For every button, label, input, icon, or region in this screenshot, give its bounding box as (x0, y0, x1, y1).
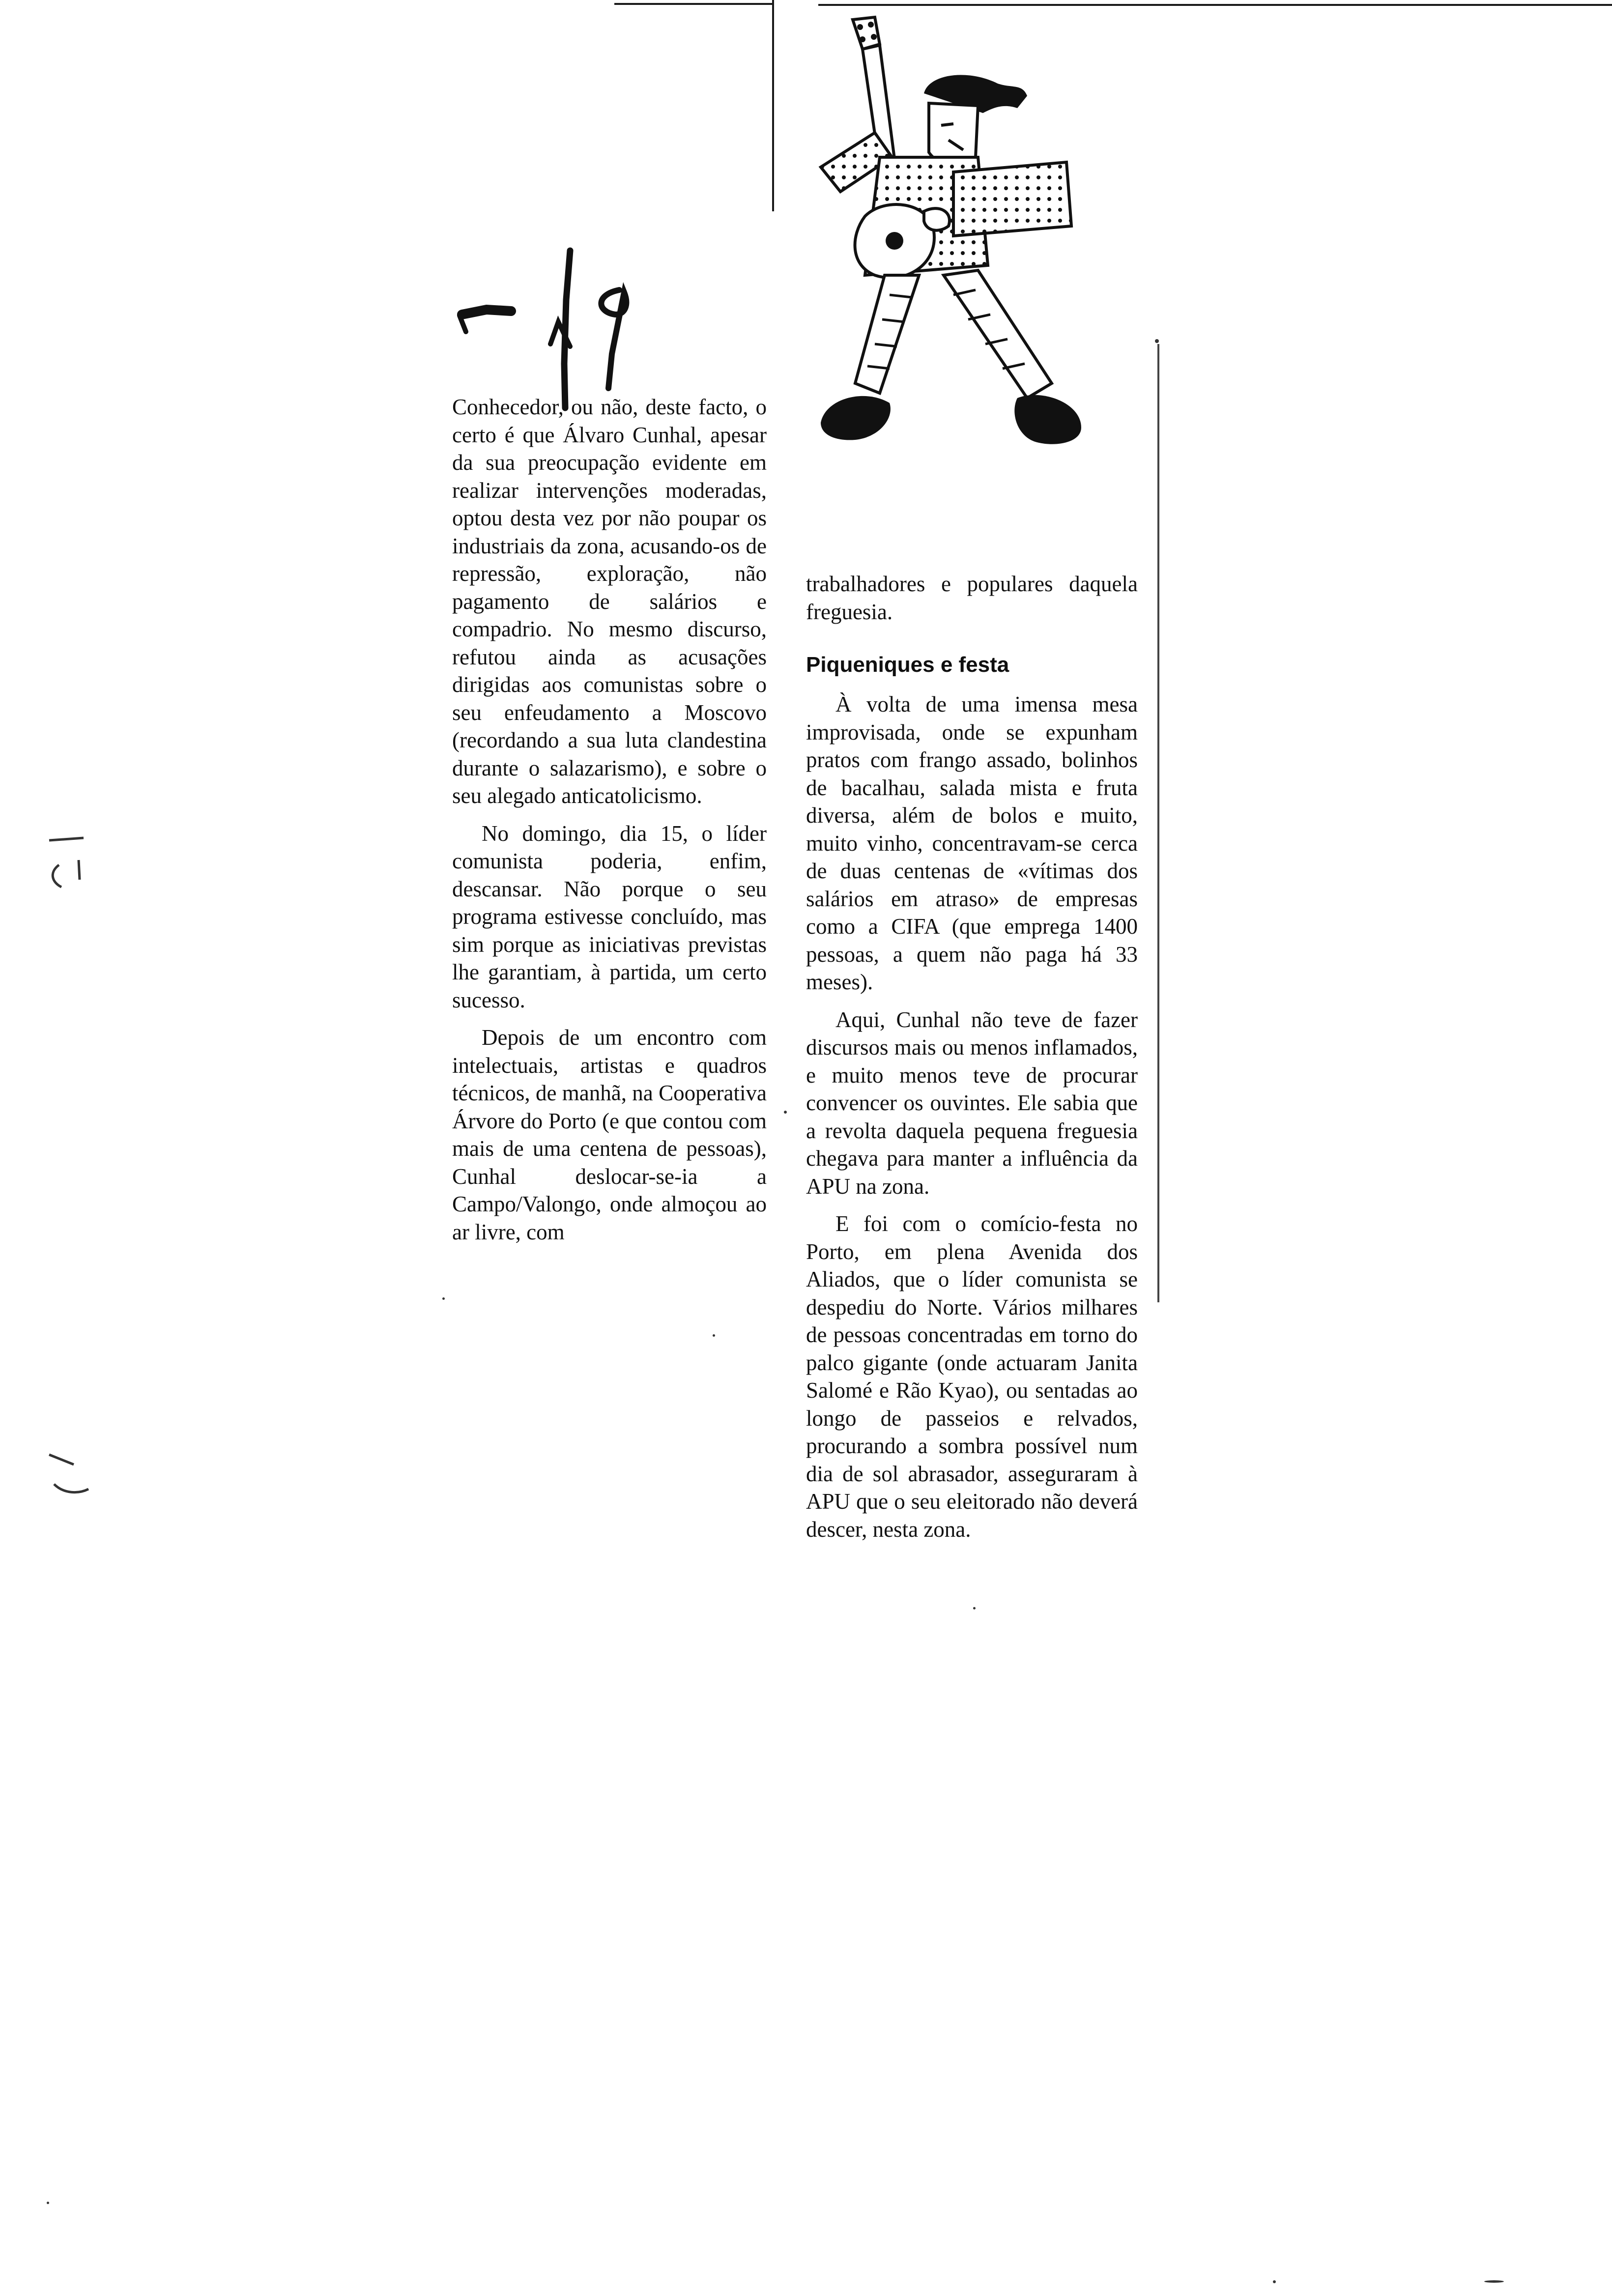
handwritten-page-number (452, 241, 649, 413)
scan-speck (442, 1297, 445, 1300)
paragraph: Depois de um encontro com intelectuais, artistas e quadros técnicos, de manhã, na Cooperativa Árvore do Porto (e que contou com mais de uma centena de pessoas), Cunhal deslocar-se-ia a Campo/Valongo, onde almoçou ao ar livre, com (452, 1025, 767, 1244)
article-column-left (452, 393, 767, 1246)
paragraph: Conhecedor, ou não, deste facto, o certo é que Álvaro Cunhal, apesar da sua preocupação evidente em realizar intervenções moderadas, optou desta vez por não poupar os industriais da zona, acusando-os de repressão, exploração, não pagamento de salários e compadrio. No mesmo discurso, refutou ainda as acusações dirigidas aos comunistas sobre o seu enfeudamento a Moscovo (recordando a sua luta clandestina durante o salazarismo), e sobre o seu alegado anticatolicismo. (452, 395, 767, 808)
binding-mark (39, 1445, 98, 1514)
scan-speck (1273, 2280, 1276, 2283)
scan-speck (973, 1607, 976, 1609)
binding-mark (39, 831, 98, 899)
paragraph: E foi com o comício-festa no Porto, em plena Avenida dos Aliados, que o líder comunista se despediu do Norte. Vários milhares de pessoas concentradas em torno do palco gigante (onde actuaram Janita Salomé e Rão Kyao), ou sentadas ao longo de passeios e relvados, procurando a sombra possível num dia de sol abrasador, asseguraram à APU que o seu eleitorado não deverá descer, nesta zona. (806, 1211, 1138, 1542)
paragraph: No domingo, dia 15, o líder comunista poderia, enfim, descansar. Não porque o seu programa estivesse concluído, mas sim porque as iniciativas previstas lhe garantiam, à partida, um certo sucesso. (452, 821, 767, 1012)
scan-speck (784, 1111, 787, 1114)
guitarist-cartoon-illustration (806, 10, 1160, 462)
top-rule-left (614, 3, 774, 5)
scan-speck (1484, 2280, 1504, 2283)
scan-speck (47, 2202, 49, 2204)
paragraph: Aqui, Cunhal não teve de fazer discursos mais ou menos inflamados, e muito menos teve de procurar convencer os ouvintes. Ele sabia que a revolta daquela pequena freguesia chegava para manter a influência da APU na zona. (806, 1007, 1138, 1199)
column-divider-top (772, 0, 774, 211)
top-rule-right (818, 4, 1612, 6)
scan-speck (713, 1334, 715, 1337)
article-column-right (806, 570, 1138, 626)
paragraph: À volta de uma imensa mesa improvisada, onde se expunham pratos com frango assado, bolinhos de bacalhau, salada mista e fruta diversa, além de bolos e muito, muito vinho, concentravam-se cerca de duas centenas de «vítimas dos salários em atraso» de empresas como a CIFA (que emprega 1400 pessoas, a quem não paga há 33 meses). (806, 692, 1138, 994)
scan-speck (1155, 339, 1159, 343)
column-divider-right (1157, 344, 1159, 1302)
section-subheading: Piqueniques e festa (806, 653, 1009, 677)
article-column-right-body (806, 690, 1138, 1543)
continuation-text: trabalhadores e populares daquela freguesia. (806, 572, 1138, 624)
